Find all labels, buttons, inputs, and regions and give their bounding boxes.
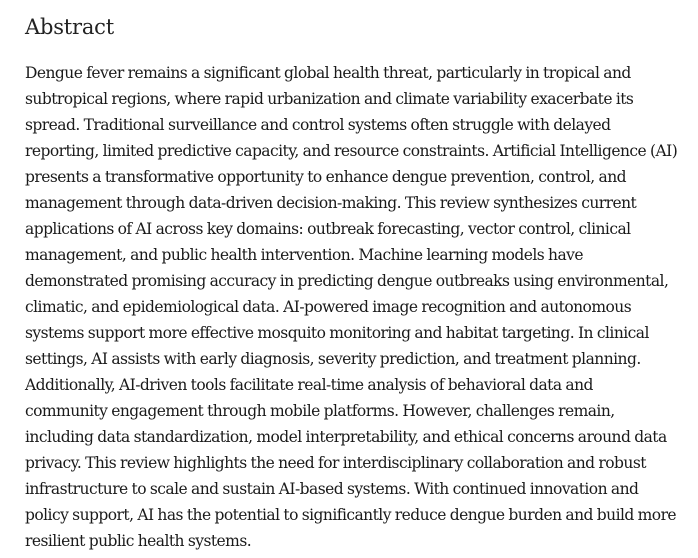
abstract-line: Dengue fever remains a significant global health threat, particularly in tropical and <box>25 64 631 82</box>
abstract-line: demonstrated promising accuracy in predicting dengue outbreaks using environmental, <box>25 272 669 290</box>
abstract-line: community engagement through mobile platforms. However, challenges remain, <box>25 402 615 420</box>
abstract-line: subtropical regions, where rapid urbanization and climate variability exacerbate its <box>25 90 634 108</box>
abstract-line: settings, AI assists with early diagnosis, severity prediction, and treatment planning. <box>25 350 641 368</box>
abstract-line: Additionally, AI-driven tools facilitate real-time analysis of behavioral data and <box>25 376 593 394</box>
abstract-line: reporting, limited predictive capacity, and resource constraints. Artificial Intelligence (AI) <box>25 142 678 160</box>
abstract-heading: Abstract <box>25 15 114 39</box>
abstract-line: infrastructure to scale and sustain AI-based systems. With continued innovation and <box>25 480 639 498</box>
abstract-line: systems support more effective mosquito monitoring and habitat targeting. In clinical <box>25 324 649 342</box>
abstract-line: climatic, and epidemiological data. AI-powered image recognition and autonomous <box>25 298 632 316</box>
abstract-line: resilient public health systems. <box>25 532 252 550</box>
abstract-line: presents a transformative opportunity to enhance dengue prevention, control, and <box>25 168 627 186</box>
abstract-line: applications of AI across key domains: outbreak forecasting, vector control, clinical <box>25 220 631 238</box>
abstract-line: spread. Traditional surveillance and control systems often struggle with delayed <box>25 116 611 134</box>
abstract-line: management through data-driven decision-making. This review synthesizes current <box>25 194 637 212</box>
abstract-line: management, and public health intervention. Machine learning models have <box>25 246 584 264</box>
abstract-body <box>25 60 690 554</box>
abstract-line: including data standardization, model interpretability, and ethical concerns around data <box>25 428 667 446</box>
abstract-line: policy support, AI has the potential to significantly reduce dengue burden and build more <box>25 506 677 524</box>
abstract-line: privacy. This review highlights the need for interdisciplinary collaboration and robust <box>25 454 646 472</box>
